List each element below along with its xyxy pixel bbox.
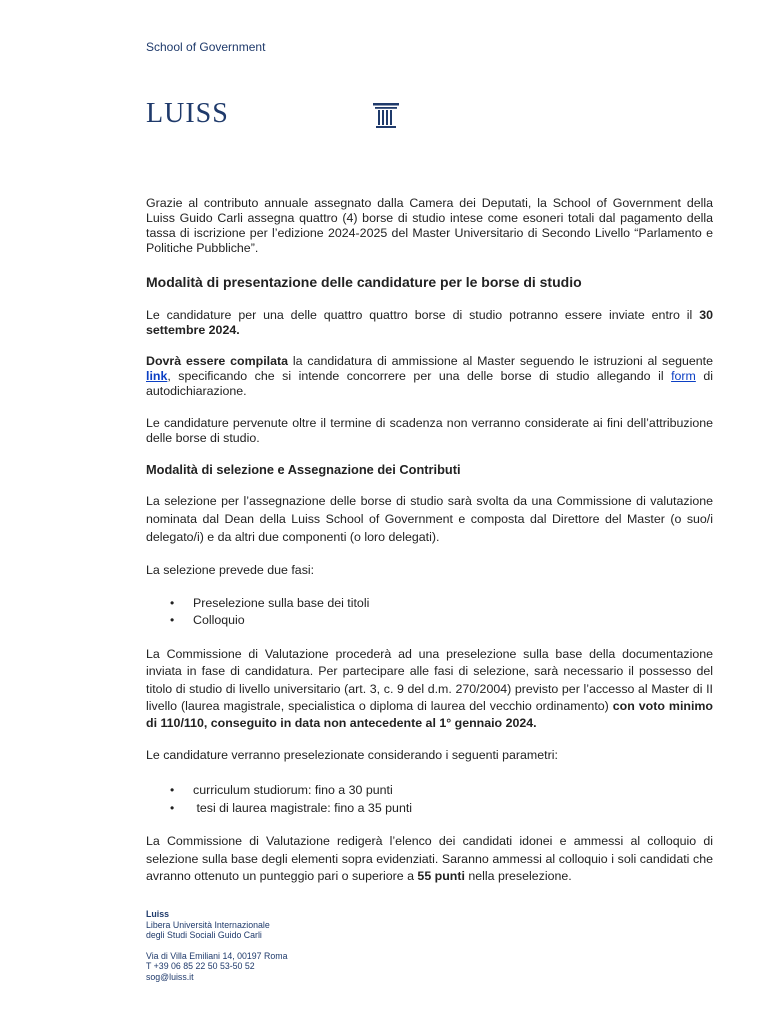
phases-intro: La selezione prevede due fasi: xyxy=(146,563,315,577)
instructions-bold: Dovrà essere compilata xyxy=(146,354,289,368)
deadline-text: Le candidature per una delle quattro quattro borse di studio potranno essere inviate entro il xyxy=(146,308,700,322)
late-applications-paragraph: Le candidature pervenute oltre il termine di scadenza non verranno considerate ai fini dell’attribuzione delle borse di studio. xyxy=(146,416,713,445)
document-body xyxy=(146,196,713,886)
footer-address: Via di Villa Emiliani 14, 00197 Roma xyxy=(146,950,288,961)
parameters-list xyxy=(146,781,713,817)
final-paragraph xyxy=(146,833,713,886)
footer-name: Luiss xyxy=(146,909,169,919)
intro-paragraph: Grazie al contributo annuale assegnato dalla Camera dei Deputati, la School of Government della Luiss Guido Carli assegna quattro (4) borse di studio intese come esoneri totali dal pagamento della tassa di iscrizione per l’edizione 2024-2025 del Master Universitario di Secondo Livello “Parlamento e Politiche Pubbliche”. xyxy=(146,196,713,255)
footer-phone: T +39 06 85 22 50 53-50 52 xyxy=(146,961,255,972)
final-end: nella preselezione. xyxy=(464,869,572,884)
school-label: School of Government xyxy=(146,40,266,54)
form-link[interactable]: form xyxy=(671,369,696,383)
footer-line-1: Libera Università Internazionale xyxy=(146,919,270,930)
application-link[interactable]: link xyxy=(146,369,168,383)
requirements-text: La Commissione di Valutazione procederà ad una preselezione sulla base della documentazione inviata in fase di candidatura. Per partecipare alle fasi di selezione, sarà necessario il possesso del titolo di studio di livello universitario (art. 3, c. 9 del d.m. 270/2004) previsto per l’accesso al Master di II livello (laurea magistrale, specialistica o diploma di laurea del vecchio ordinamento) xyxy=(146,647,713,713)
commission-paragraph: La selezione per l’assegnazione delle borse di studio sarà svolta da una Commissione di valutazione nominata dal Dean della Luiss School of Government e composta dal Direttore del Master (o suo/i delegato/i) e da altri due componenti (o loro delegati). xyxy=(146,494,713,544)
instructions-text-1: la candidatura di ammissione al Master seguendo le istruzioni al seguente xyxy=(288,354,714,368)
list-item: • Preselezione sulla base dei titoli xyxy=(193,595,713,612)
deadline-date: 30 settembre 2024. xyxy=(146,308,713,337)
instructions-text-3: di autodichiarazione. xyxy=(146,369,713,398)
final-text: La Commissione di Valutazione redigerà l’elenco dei candidati idonei e ammessi al colloquio di selezione sulla base degli elementi sopra evidenziati. Saranno ammessi al colloquio i soli candidati che avranno ottenuto un punteggio pari o superiore a xyxy=(146,834,713,884)
requirements-bold: con voto minimo di 110/110, conseguito in data non antecedente al 1° gennaio 2024. xyxy=(146,698,713,731)
instructions-paragraph xyxy=(146,354,713,399)
column-icon xyxy=(372,102,400,130)
footer-line-2: degli Studi Sociali Guido Carli xyxy=(146,930,262,941)
heading-selezione: Modalità di selezione e Assegnazione dei Contributi xyxy=(146,462,461,477)
list-item: • Colloquio xyxy=(193,612,713,629)
instructions-text-2: , specificando che si intende concorrere per una delle borse di studio allegando il xyxy=(167,369,672,383)
footer-email[interactable]: sog@luiss.it xyxy=(146,971,194,982)
footer xyxy=(146,909,288,983)
heading-candidature: Modalità di presentazione delle candidature per le borse di studio xyxy=(146,274,582,290)
list-item: • curriculum studiorum: fino a 30 punti xyxy=(193,781,713,799)
parameters-intro: Le candidature verranno preselezionate considerando i seguenti parametri: xyxy=(146,748,558,763)
luiss-logo: LUISS xyxy=(146,98,229,129)
requirements-paragraph xyxy=(146,646,713,732)
phases-list xyxy=(146,595,713,629)
list-item: • tesi di laurea magistrale: fino a 35 punti xyxy=(193,799,713,817)
final-bold: 55 punti xyxy=(417,869,465,884)
deadline-paragraph xyxy=(146,308,713,338)
